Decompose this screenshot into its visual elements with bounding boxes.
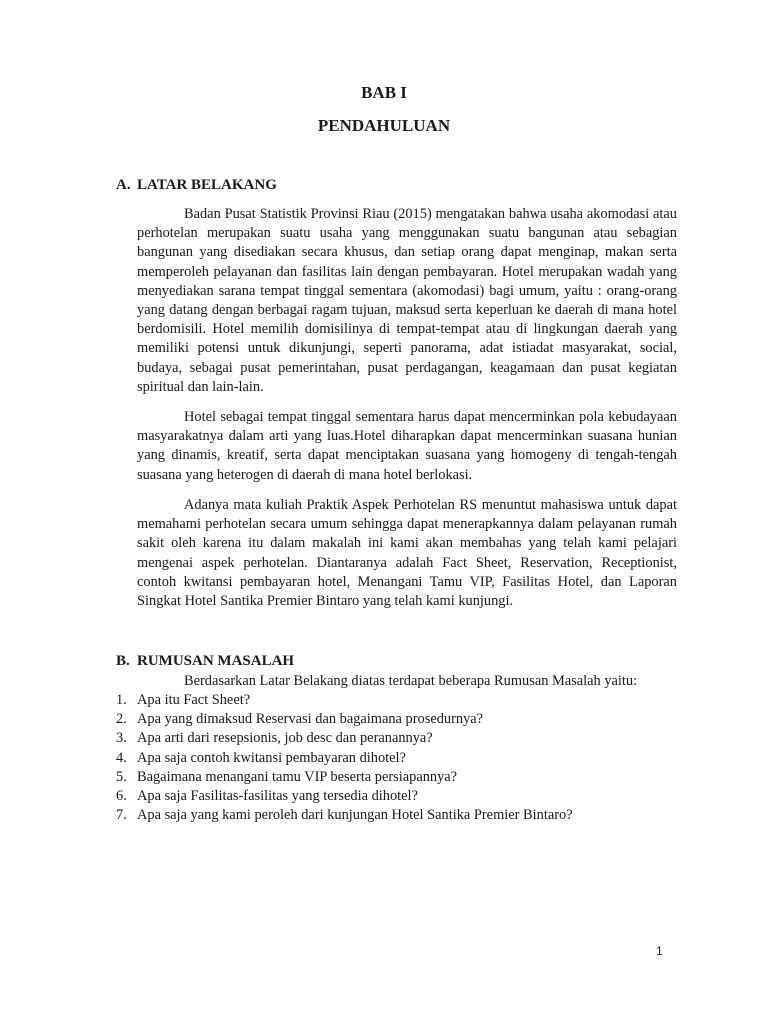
list-number: 7. <box>116 807 127 824</box>
section-b-title: RUMUSAN MASALAH <box>137 653 295 669</box>
list-text: Apa saja Fasilitas-fasilitas yang tersedia dihotel? <box>137 788 418 805</box>
section-b-letter: B. <box>116 653 130 669</box>
list-item <box>116 787 573 806</box>
list-text: Apa arti dari resepsionis, job desc dan peranannya? <box>137 730 433 747</box>
chapter-title: PENDAHULUAN <box>317 116 451 135</box>
page-number: 1 <box>656 944 663 958</box>
list-number: 3. <box>116 730 127 747</box>
list-item <box>116 749 573 768</box>
list-number: 1. <box>116 692 127 708</box>
list-item <box>116 710 573 729</box>
section-a-heading <box>116 177 277 194</box>
list-number: 6. <box>116 788 127 805</box>
background-paragraph-3: Adanya mata kuliah Praktik Aspek Perhotelan RS menuntut mahasiswa untuk dapat memahami perhotelan secara umum sehingga dapat menerapkannya dalam pelayanan rumah sakit oleh karena itu dalam makalah ini kami akan membahas yang telah kami pelajari mengenai aspek perhotelan. Diantaranya adalah Fact Sheet, Reservation, Receptionist, contoh kwitansi pembayaran hotel, Menangani Tamu VIP, Fasilitas Hotel, dan Laporan Singkat Hotel Santika Premier Bintaro yang telah kami kunjungi. <box>137 497 677 610</box>
list-number: 4. <box>116 749 127 766</box>
background-paragraph-2: Hotel sebagai tempat tinggal sementara harus dapat mencerminkan pola kebudayaan masyarakatnya dalam arti yang luas.Hotel diharapkan dapat mencerminkan suasana hunian yang dinamis, kreatif, serta dapat menciptakan suasana yang homogeny di tengah-tengah suasana yang heterogen di daerah di mana hotel berlokasi. <box>137 409 677 483</box>
background-paragraph-1: Badan Pusat Statistik Provinsi Riau (2015) mengatakan bahwa usaha akomodasi atau perhotelan merupakan suatu usaha yang menggunakan suatu bangunan atau sebagian bangunan yang disediakan secara khusus, dan setiap orang dapat menginap, makan serta memperoleh pelayanan dan fasilitas lain dengan pembayaran. Hotel merupakan wadah yang menyediakan sarana tempat tinggal sementara (akomodasi) bagi umum, yaitu : orang-orang yang datang dengan berbagai ragam tujuan, maksud serta keperluan ke daerah di mana hotel berdomisili. Hotel memilih domisilinya di tempat-tempat atau di lingkungan daerah yang memiliki potensi untuk dikunjungi, seperti panorama, adat istiadat masyarakat, social, budaya, sebagai pusat pemerintahan, pusat perdagangan, keagamaan dan pusat kegiatan spiritual dan lain-lain. <box>137 206 677 395</box>
list-text: Apa saja contoh kwitansi pembayaran dihotel? <box>137 749 406 766</box>
section-a-title: LATAR BELAKANG <box>137 177 277 193</box>
chapter-number: BAB I <box>361 83 407 102</box>
list-item <box>116 806 573 825</box>
list-text: Apa saja yang kami peroleh dari kunjungan Hotel Santika Premier Bintaro? <box>137 807 573 824</box>
problem-list <box>116 691 573 825</box>
list-number: 5. <box>116 768 127 785</box>
list-text: Apa yang dimaksud Reservasi dan bagaimana prosedurnya? <box>137 711 484 728</box>
list-text: Apa itu Fact Sheet? <box>137 692 251 708</box>
list-number: 2. <box>116 711 127 728</box>
list-item <box>116 729 573 748</box>
list-item <box>116 691 573 710</box>
section-a-letter: A. <box>116 177 131 193</box>
problem-intro: Berdasarkan Latar Belakang diatas terdapat beberapa Rumusan Masalah yaitu: <box>184 673 638 689</box>
list-text: Bagaimana menangani tamu VIP beserta persiapannya? <box>137 768 458 785</box>
section-b-heading <box>116 653 294 670</box>
list-item <box>116 768 573 787</box>
